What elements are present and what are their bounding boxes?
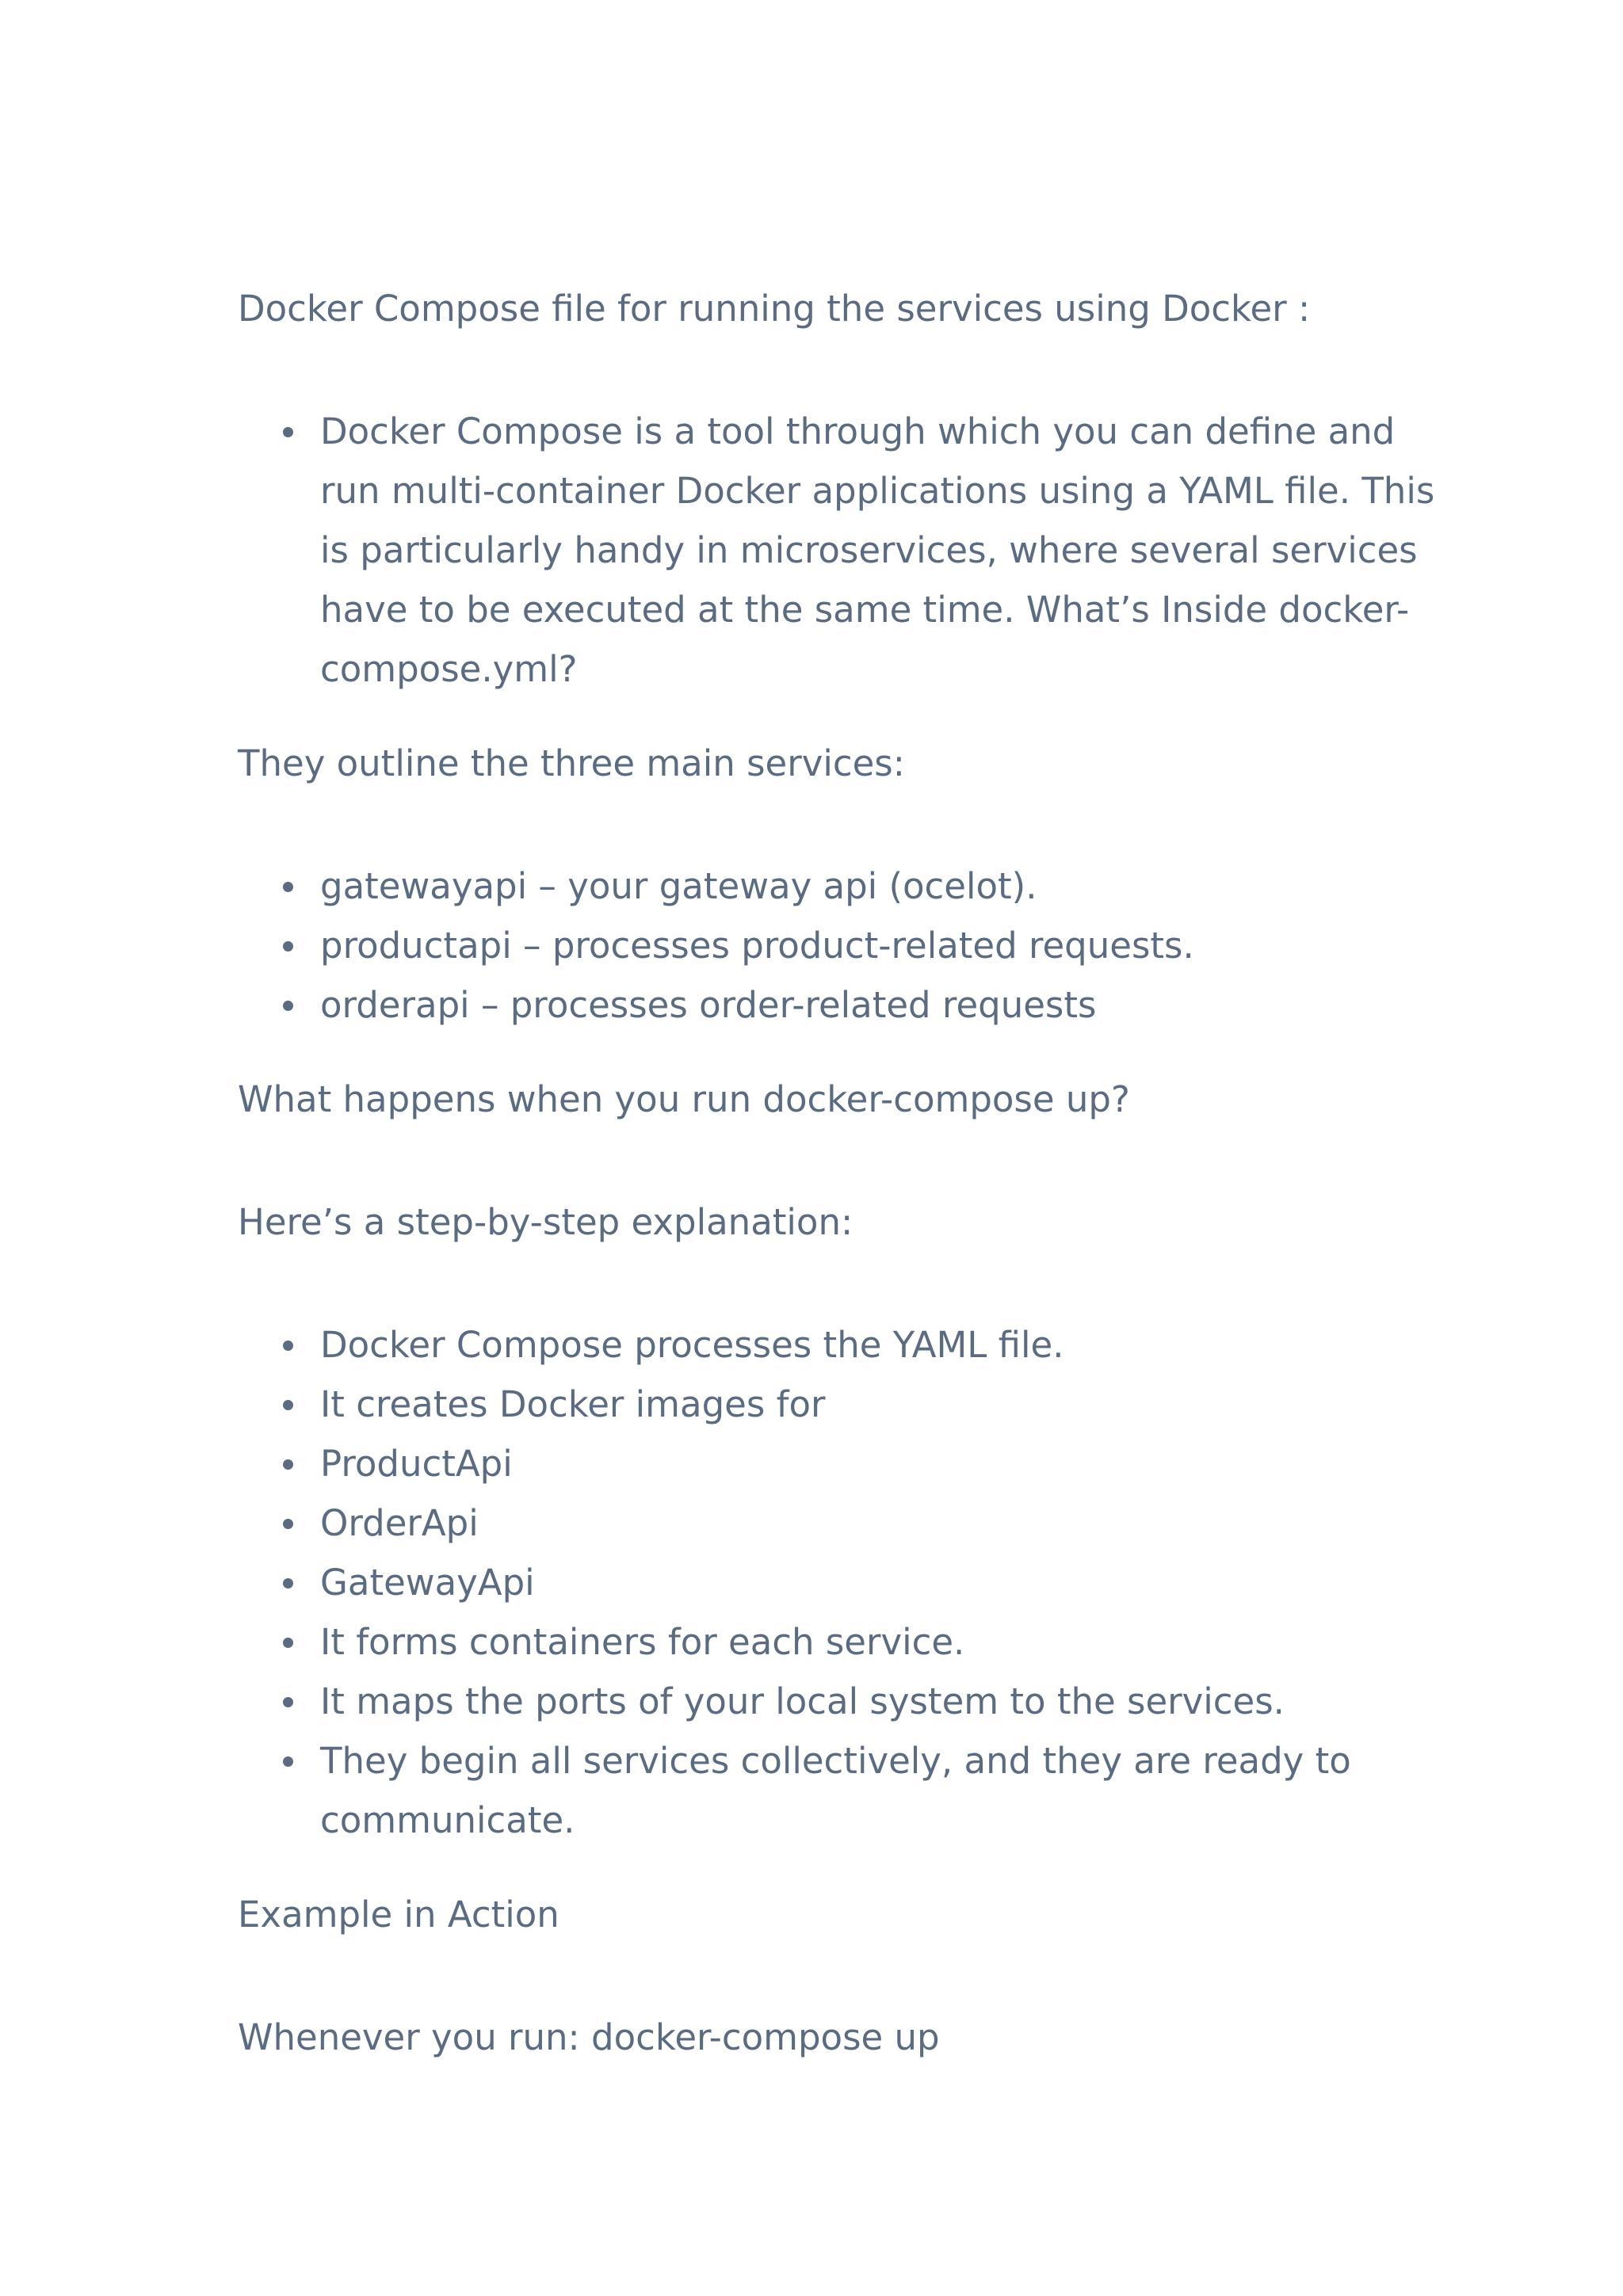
bullet-icon	[283, 1459, 293, 1470]
list-item	[238, 1375, 1442, 1434]
bullet-icon	[283, 427, 293, 437]
closing-paragraph: Whenever you run: docker-compose up	[238, 2016, 940, 2058]
bullet-icon	[283, 1001, 293, 1011]
list-item	[238, 856, 1442, 916]
bullet-icon	[283, 1578, 293, 1589]
list-item	[238, 1315, 1442, 1375]
list-item-text: productapi – processes product-related requests.	[320, 925, 1194, 967]
list-item-text: orderapi – processes order-related requests	[320, 984, 1097, 1026]
list-item	[238, 1612, 1442, 1672]
list-item	[238, 402, 1442, 699]
bullet-icon	[283, 941, 293, 952]
bullet-icon	[283, 882, 293, 892]
list-item	[238, 1434, 1442, 1493]
list-item-text: It maps the ports of your local system to the services.	[320, 1680, 1285, 1722]
list-item	[238, 1731, 1442, 1850]
services-heading: They outline the three main services:	[238, 742, 905, 784]
list-item-text: OrderApi	[320, 1502, 479, 1544]
list-item-text: Docker Compose processes the YAML file.	[320, 1324, 1064, 1366]
list-item	[238, 1493, 1442, 1553]
bullet-icon	[283, 1341, 293, 1351]
services-list	[238, 856, 1442, 1035]
list-item-text: GatewayApi	[320, 1562, 535, 1604]
list-item-text: They begin all services collectively, and they are ready to communicate.	[320, 1740, 1351, 1841]
list-item-text: gatewayapi – your gateway api (ocelot).	[320, 865, 1037, 907]
question-paragraph: What happens when you run docker-compose up?	[238, 1078, 1130, 1120]
bullet-icon	[283, 1697, 293, 1707]
list-item-text: Docker Compose is a tool through which you can define and run multi-container Docker applications using a YAML file. This is particularly handy in microservices, where several services have to be executed at the same time. What’s Inside docker-compose.yml?	[320, 410, 1435, 690]
bullet-icon	[283, 1519, 293, 1529]
list-item	[238, 1553, 1442, 1612]
list-item	[238, 916, 1442, 975]
example-heading: Example in Action	[238, 1894, 559, 1936]
list-item-text: ProductApi	[320, 1443, 513, 1485]
steps-list	[238, 1315, 1442, 1850]
intro-list	[238, 402, 1442, 699]
list-item	[238, 975, 1442, 1035]
intro-paragraph: Docker Compose file for running the services using Docker :	[238, 288, 1311, 330]
document-body	[238, 279, 1442, 2067]
steps-heading: Here’s a step-by-step explanation:	[238, 1201, 854, 1243]
bullet-icon	[283, 1756, 293, 1767]
bullet-icon	[283, 1638, 293, 1648]
bullet-icon	[283, 1400, 293, 1410]
list-item	[238, 1672, 1442, 1731]
list-item-text: It forms containers for each service.	[320, 1621, 965, 1663]
list-item-text: It creates Docker images for	[320, 1383, 826, 1425]
